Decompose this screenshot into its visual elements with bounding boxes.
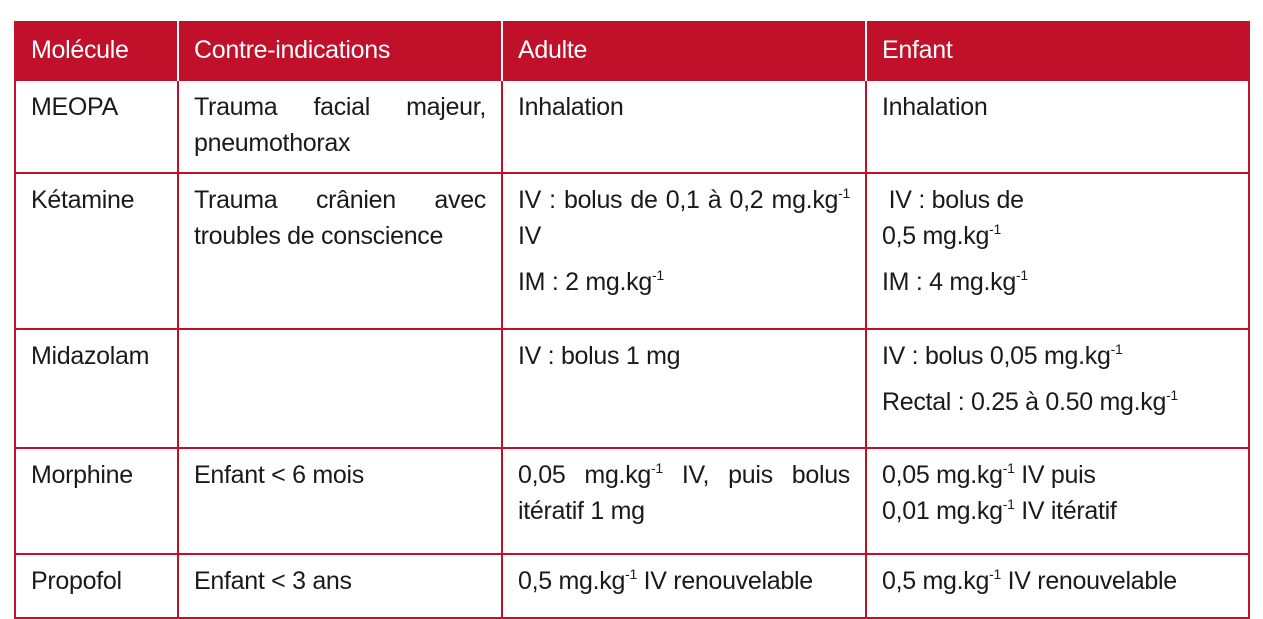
unit: mg.kg <box>922 567 990 595</box>
unit: mg.kg <box>1099 388 1167 416</box>
dose-text <box>882 493 1233 529</box>
route: IV renouvelable <box>1007 567 1177 595</box>
table-body <box>15 80 1249 618</box>
dose-value: IM : 2 <box>518 268 579 296</box>
unit: mg.kg <box>584 461 652 489</box>
cell-enfant <box>866 329 1249 448</box>
cell-enfant: Inhalation <box>866 80 1249 173</box>
dose-value: IM : 4 <box>882 268 943 296</box>
cell-adulte: IV : bolus 1 mg <box>502 329 866 448</box>
dose-text <box>882 182 1233 218</box>
header-molecule: Molécule <box>15 21 178 80</box>
dose-value: 0,05 <box>518 461 566 489</box>
route: IV renouvelable <box>643 567 813 595</box>
unit-exponent: -1 <box>1166 387 1178 403</box>
unit-exponent: -1 <box>1015 267 1028 283</box>
dose-text <box>882 338 1233 374</box>
cell-contre-indications <box>178 329 502 448</box>
dose-text <box>518 264 850 300</box>
dose-value: 0,5 <box>882 222 916 250</box>
route: IV itératif <box>1021 497 1117 525</box>
cell-molecule: Midazolam <box>15 329 178 448</box>
dose-value: IV : bolus de <box>888 186 1024 214</box>
dose-value: 0,01 <box>882 497 930 525</box>
header-row <box>15 21 1249 80</box>
unit: mg.kg <box>771 186 839 214</box>
unit-exponent: -1 <box>989 221 1001 237</box>
unit-exponent: -1 <box>625 566 637 582</box>
cell-enfant <box>866 173 1249 329</box>
table-row-ketamine <box>15 173 1249 329</box>
unit: mg.kg <box>936 497 1003 525</box>
cell-adulte <box>502 173 866 329</box>
cell-contre-indications: Enfant < 6 mois <box>178 448 502 554</box>
unit-exponent: -1 <box>989 566 1001 582</box>
cell-molecule: Morphine <box>15 448 178 554</box>
cell-contre-indications: Enfant < 3 ans <box>178 554 502 618</box>
dose-text <box>518 182 850 254</box>
unit-exponent: -1 <box>651 267 664 283</box>
unit-exponent: -1 <box>838 185 850 201</box>
unit-exponent: -1 <box>651 460 663 476</box>
dose-text <box>882 264 1233 300</box>
route: IV <box>518 222 542 250</box>
table-row-propofol <box>15 554 1249 618</box>
unit-exponent: -1 <box>1002 496 1015 512</box>
dose-text <box>882 384 1233 420</box>
dose-value: 0,05 <box>882 461 930 489</box>
cell-adulte: Inhalation <box>502 80 866 173</box>
dosage-table-container <box>14 21 1248 619</box>
dose-value: IV : bolus 0,05 <box>882 342 1038 370</box>
cell-adulte <box>502 554 866 618</box>
unit: mg.kg <box>949 268 1016 296</box>
cell-enfant <box>866 448 1249 554</box>
route: IV, puis bolus itératif 1 mg <box>518 461 851 525</box>
table-header <box>15 21 1249 80</box>
unit: mg.kg <box>922 222 990 250</box>
unit: mg.kg <box>558 567 626 595</box>
dose-text <box>882 218 1233 254</box>
header-enfant: Enfant <box>866 21 1249 80</box>
dose-value: IV : bolus de 0,1 à 0,2 <box>518 186 764 214</box>
dose-value: 0,5 <box>882 567 916 595</box>
dose-value: Rectal : 0.25 à 0.50 <box>882 388 1093 416</box>
unit: mg.kg <box>1043 342 1111 370</box>
cell-molecule: Kétamine <box>15 173 178 329</box>
cell-contre-indications: Trauma facial majeur, pneumothorax <box>178 80 502 173</box>
unit-exponent: -1 <box>1110 341 1123 357</box>
cell-enfant <box>866 554 1249 618</box>
cell-adulte <box>502 448 866 554</box>
dosage-table <box>14 21 1250 619</box>
cell-molecule: Propofol <box>15 554 178 618</box>
dose-value: 0,5 <box>518 567 552 595</box>
unit: mg.kg <box>585 268 652 296</box>
unit-exponent: -1 <box>1002 460 1015 476</box>
cell-contre-indications: Trauma crânien avec troubles de conscience <box>178 173 502 329</box>
unit: mg.kg <box>936 461 1003 489</box>
route: IV puis <box>1021 461 1096 489</box>
dose-text <box>882 457 1233 493</box>
header-contre-indications: Contre-indications <box>178 21 502 80</box>
header-adulte: Adulte <box>502 21 866 80</box>
table-row-meopa <box>15 80 1249 173</box>
table-row-morphine <box>15 448 1249 554</box>
table-row-midazolam <box>15 329 1249 448</box>
cell-molecule: MEOPA <box>15 80 178 173</box>
